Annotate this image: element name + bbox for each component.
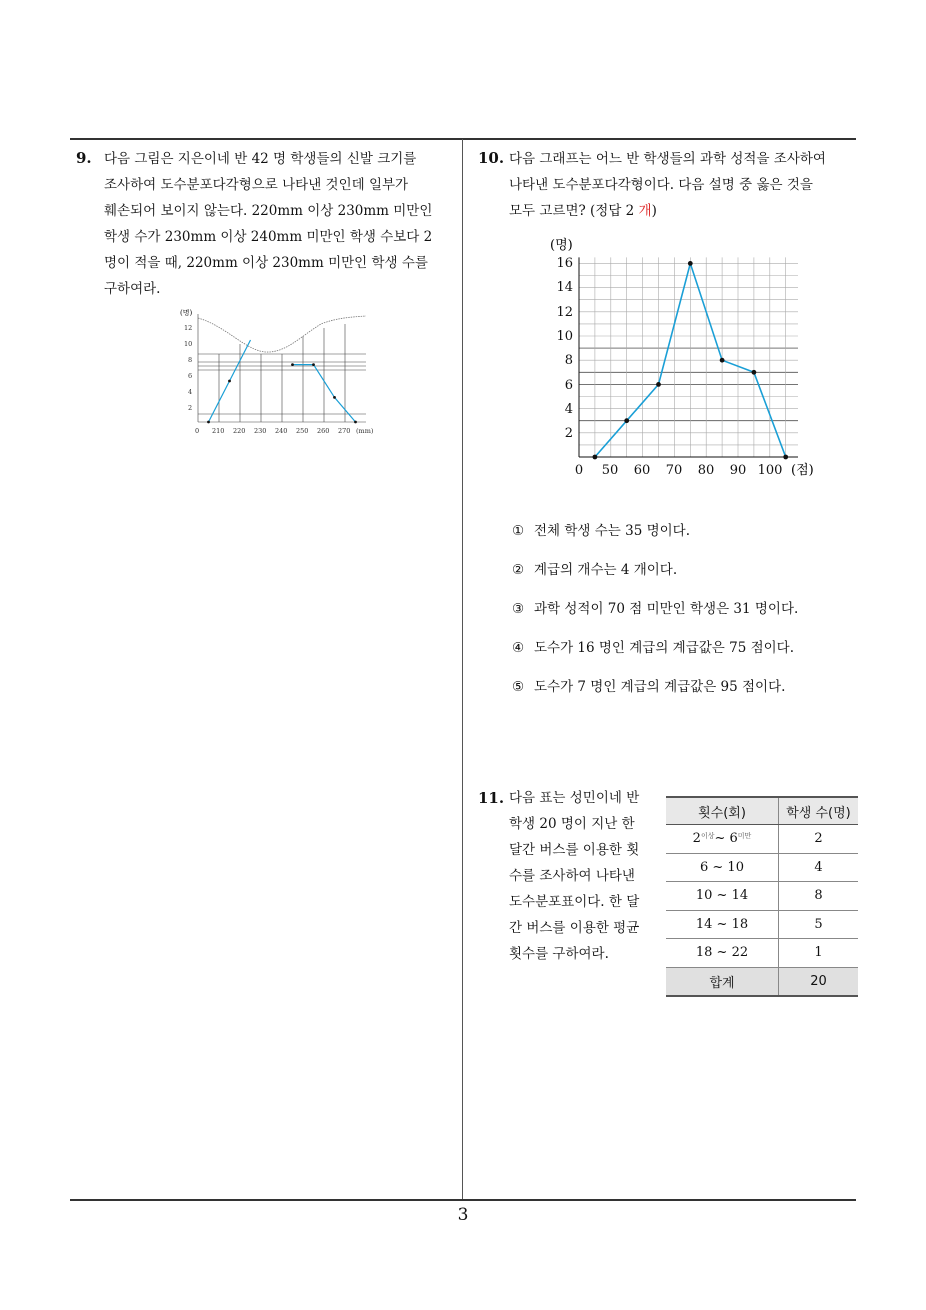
q10-data-point [688,261,693,266]
q10-y-tick: 12 [556,305,573,320]
q10-y-ticks [556,256,573,441]
q10-data-point [593,455,598,460]
q9-number: 9. [76,149,92,167]
total-label: 합계 [666,967,779,996]
q10-data-point [752,370,757,375]
choice-text: 과학 성적이 70 점 미만인 학생은 31 명이다. [534,601,799,617]
range-cell: 6 ~ 10 [666,853,779,882]
q11-line: 간 버스를 이용한 평균 [509,920,640,936]
header-students: 학생 수(명) [779,797,859,825]
q9-xlabel: (mm) [356,427,374,435]
choice-text: 도수가 16 명인 계급의 계급값은 75 점이다. [534,640,795,656]
choice-mark: ⑤ [512,679,525,695]
q10-y-tick: 10 [556,329,573,344]
q11-line: 달간 버스를 이용한 횟 [509,842,640,858]
q10-choice[interactable] [512,674,798,713]
q9-line: 학생 수가 230mm 이상 240mm 미만인 학생 수보다 2 [104,229,433,245]
q9-line: 명이 적을 때, 220mm 이상 230mm 미만인 학생 수를 [104,255,428,271]
q9-tear-edge [198,316,366,352]
q11-line: 횟수를 구하여라. [509,946,609,962]
q9-x-tick: 260 [317,427,330,435]
q11-line: 수를 조사하여 나타낸 [509,868,635,884]
q10-line: 나타낸 도수분포다각형이다. 다음 설명 중 옳은 것을 [509,177,813,193]
q10-choices [512,518,798,713]
q9-data-point [291,363,294,366]
q9-data-point [207,421,210,424]
table-header-row [666,797,858,825]
q10-answer-count-unit: 개 [638,203,652,219]
range-high: 6 [729,831,738,847]
q9-y-tick: 2 [188,404,193,412]
q11-line: 도수분포표이다. 한 달 [509,894,640,910]
column-divider [462,139,463,1201]
count-cell: 2 [779,825,859,854]
count-cell: 4 [779,853,859,882]
frequency-table [666,796,858,997]
q9-line: 다음 그림은 지은이네 반 42 명 학생들의 신발 크기를 [104,151,417,167]
q10-y-tick: 2 [564,426,573,441]
q10-data-point [624,418,629,423]
choice-text: 전체 학생 수는 35 명이다. [534,523,691,539]
count-cell: 8 [779,882,859,911]
q10-line [509,198,859,224]
bottom-rule [70,1199,856,1201]
q10-choice[interactable] [512,635,798,674]
q9-y-tick: 8 [188,356,193,364]
q10-data-point [656,382,661,387]
q11-number: 11. [478,789,505,807]
page-number: 3 [457,1205,469,1225]
q11-line: 학생 20 명이 지난 한 [509,816,635,832]
table-row [666,939,858,968]
range-cell: 14 ~ 18 [666,910,779,939]
q9-x-tick: 250 [296,427,309,435]
q11-text [509,785,659,967]
range-tilde: ~ [714,831,726,847]
choice-mark: ① [512,523,525,539]
range-cell [666,825,779,854]
q10-choice[interactable] [512,557,798,596]
q10-grid [579,257,798,457]
q9-y-tick: 4 [188,388,193,396]
table-row [666,825,858,854]
choice-text: 도수가 7 명인 계급의 계급값은 95 점이다. [534,679,786,695]
range-high-sup: 미만 [737,832,752,841]
choice-text: 계급의 개수는 4 개이다. [534,562,678,578]
q10-x-ticks [575,463,783,478]
q9-data-point [312,363,315,366]
q10-line3-close: ) [651,203,657,219]
q9-x-tick: 220 [233,427,246,435]
choice-mark: ④ [512,640,525,656]
q10-y-tick: 6 [564,378,573,393]
range-cell: 10 ~ 14 [666,882,779,911]
choice-mark: ② [512,562,525,578]
q10-x-tick: 100 [757,463,783,478]
q10-text [509,146,859,224]
q9-y-tick: 6 [188,372,193,380]
q9-text [104,146,460,302]
range-cell: 18 ~ 22 [666,939,779,968]
top-rule [70,138,856,140]
table-total-row [666,967,858,996]
q10-choice[interactable] [512,596,798,635]
q10-choice[interactable] [512,518,798,557]
q10-x-tick: 70 [665,463,683,478]
q9-data-point [333,396,336,399]
q10-x-tick: 50 [601,463,619,478]
q10-ylabel: (명) [550,238,573,253]
q9-line: 구하여라. [104,281,161,297]
q9-damaged-polygon-chart [176,306,376,436]
q10-science-score-chart [540,232,830,482]
count-cell: 1 [779,939,859,968]
table-row [666,882,858,911]
q10-x-tick: 90 [729,463,747,478]
q10-data-point [720,358,725,363]
q9-x-tick: 0 [195,427,200,435]
q10-line3-text: 모두 고르면? (정답 2 [509,203,639,219]
q9-y-tick: 10 [184,340,193,348]
header-count-range: 횟수(회) [666,797,779,825]
q9-line: 조사하여 도수분포다각형으로 나타낸 것인데 일부가 [104,177,409,193]
q9-x-ticks [195,427,374,435]
q10-y-tick: 14 [556,280,573,295]
total-value: 20 [779,967,859,996]
q9-data-point [228,380,231,383]
q10-y-tick: 8 [564,353,573,368]
range-low: 2 [692,831,701,847]
q9-x-tick: 210 [212,427,225,435]
q10-x-tick: 0 [574,463,584,478]
q9-line: 훼손되어 보이지 않는다. 220mm 이상 230mm 미만인 [104,203,433,219]
q9-x-tick: 230 [254,427,267,435]
table-row [666,853,858,882]
q10-x-tick: 80 [697,463,715,478]
q10-x-tick: 60 [633,463,651,478]
q10-line: 다음 그래프는 어느 반 학생들의 과학 성적을 조사하여 [509,151,826,167]
range-low-sup: 이상 [700,832,715,841]
q10-data-point [783,455,788,460]
q9-ylabel: (명) [180,309,193,317]
table-row [666,910,858,939]
q9-y-tick: 12 [184,324,193,332]
q9-x-tick: 240 [275,427,288,435]
q10-xlabel: (점) [791,463,814,478]
q11-line: 다음 표는 성민이네 반 [509,790,640,806]
q10-y-tick: 4 [564,402,573,417]
q9-x-tick: 270 [338,427,351,435]
choice-mark: ③ [512,601,525,617]
q10-number: 10. [478,149,505,167]
count-cell: 5 [779,910,859,939]
q10-y-tick: 16 [556,256,573,271]
q9-data-point [354,421,357,424]
q9-y-ticks [184,324,192,412]
